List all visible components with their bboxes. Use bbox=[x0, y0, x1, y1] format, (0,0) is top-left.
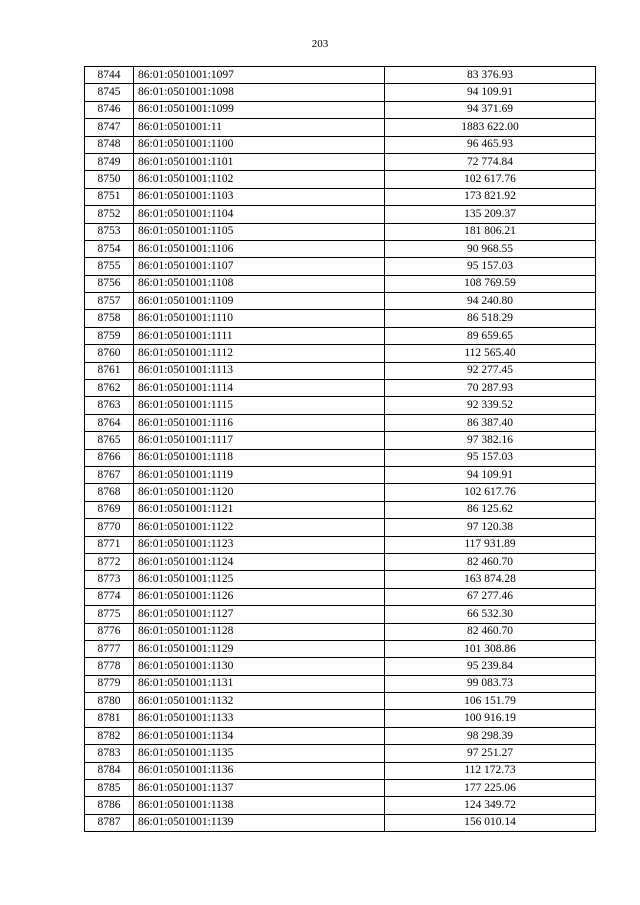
cadastral-value-cell: 92 277.45 bbox=[385, 362, 596, 379]
table-row bbox=[85, 206, 596, 223]
cadastral-number-cell: 86:01:0501001:1110 bbox=[134, 310, 385, 327]
cadastral-value-cell: 86 518.29 bbox=[385, 310, 596, 327]
table-row bbox=[85, 171, 596, 188]
row-number-cell: 8762 bbox=[85, 380, 134, 397]
cadastral-value-cell: 94 109.91 bbox=[385, 466, 596, 483]
table-row bbox=[85, 275, 596, 292]
cadastral-number-cell: 86:01:0501001:1127 bbox=[134, 606, 385, 623]
row-number-cell: 8748 bbox=[85, 136, 134, 153]
table-row bbox=[85, 762, 596, 779]
cadastral-value-cell: 94 371.69 bbox=[385, 101, 596, 118]
row-number-cell: 8767 bbox=[85, 466, 134, 483]
row-number-cell: 8756 bbox=[85, 275, 134, 292]
cadastral-value-cell: 97 120.38 bbox=[385, 519, 596, 536]
cadastral-value-cell: 112 565.40 bbox=[385, 345, 596, 362]
cadastral-value-cell: 70 287.93 bbox=[385, 380, 596, 397]
table-row bbox=[85, 310, 596, 327]
cadastral-number-cell: 86:01:0501001:1119 bbox=[134, 466, 385, 483]
cadastral-number-cell: 86:01:0501001:1122 bbox=[134, 519, 385, 536]
cadastral-number-cell: 86:01:0501001:1114 bbox=[134, 380, 385, 397]
cadastral-number-cell: 86:01:0501001:1136 bbox=[134, 762, 385, 779]
cadastral-value-cell: 66 532.30 bbox=[385, 606, 596, 623]
cadastral-value-cell: 101 308.86 bbox=[385, 640, 596, 657]
cadastral-value-cell: 102 617.76 bbox=[385, 171, 596, 188]
cadastral-number-cell: 86:01:0501001:1107 bbox=[134, 258, 385, 275]
cadastral-number-cell: 86:01:0501001:1128 bbox=[134, 623, 385, 640]
row-number-cell: 8769 bbox=[85, 501, 134, 518]
cadastral-number-cell: 86:01:0501001:1121 bbox=[134, 501, 385, 518]
row-number-cell: 8782 bbox=[85, 727, 134, 744]
cadastral-number-cell: 86:01:0501001:1118 bbox=[134, 449, 385, 466]
cadastral-value-cell: 95 157.03 bbox=[385, 258, 596, 275]
table-row bbox=[85, 223, 596, 240]
cadastral-number-cell: 86:01:0501001:1134 bbox=[134, 727, 385, 744]
row-number-cell: 8757 bbox=[85, 293, 134, 310]
cadastral-value-cell: 163 874.28 bbox=[385, 571, 596, 588]
table-row bbox=[85, 501, 596, 518]
cadastral-value-cell: 95 239.84 bbox=[385, 658, 596, 675]
row-number-cell: 8755 bbox=[85, 258, 134, 275]
cadastral-number-cell: 86:01:0501001:1129 bbox=[134, 640, 385, 657]
cadastral-value-cell: 97 382.16 bbox=[385, 432, 596, 449]
cadastral-number-cell: 86:01:0501001:1104 bbox=[134, 206, 385, 223]
table-row bbox=[85, 362, 596, 379]
cadastral-value-cell: 99 083.73 bbox=[385, 675, 596, 692]
row-number-cell: 8745 bbox=[85, 84, 134, 101]
row-number-cell: 8753 bbox=[85, 223, 134, 240]
cadastral-value-cell: 106 151.79 bbox=[385, 693, 596, 710]
row-number-cell: 8747 bbox=[85, 119, 134, 136]
table-row bbox=[85, 675, 596, 692]
cadastral-number-cell: 86:01:0501001:1132 bbox=[134, 693, 385, 710]
cadastral-number-cell: 86:01:0501001:1124 bbox=[134, 553, 385, 570]
table-row bbox=[85, 623, 596, 640]
table-row bbox=[85, 188, 596, 205]
cadastral-number-cell: 86:01:0501001:1105 bbox=[134, 223, 385, 240]
table-row bbox=[85, 84, 596, 101]
cadastral-value-cell: 181 806.21 bbox=[385, 223, 596, 240]
row-number-cell: 8785 bbox=[85, 780, 134, 797]
table-row bbox=[85, 553, 596, 570]
cadastral-value-cell: 82 460.70 bbox=[385, 623, 596, 640]
table-row bbox=[85, 345, 596, 362]
table-row bbox=[85, 640, 596, 657]
cadastral-number-cell: 86:01:0501001:1133 bbox=[134, 710, 385, 727]
cadastral-number-cell: 86:01:0501001:1131 bbox=[134, 675, 385, 692]
cadastral-number-cell: 86:01:0501001:1103 bbox=[134, 188, 385, 205]
cadastral-value-cell: 67 277.46 bbox=[385, 588, 596, 605]
row-number-cell: 8773 bbox=[85, 571, 134, 588]
table-row bbox=[85, 380, 596, 397]
cadastral-number-cell: 86:01:0501001:1138 bbox=[134, 797, 385, 814]
row-number-cell: 8775 bbox=[85, 606, 134, 623]
row-number-cell: 8754 bbox=[85, 240, 134, 257]
cadastral-value-cell: 89 659.65 bbox=[385, 327, 596, 344]
page-number: 203 bbox=[311, 38, 329, 50]
cadastral-value-cell: 82 460.70 bbox=[385, 553, 596, 570]
cadastral-value-cell: 156 010.14 bbox=[385, 814, 596, 831]
cadastral-number-cell: 86:01:0501001:1120 bbox=[134, 484, 385, 501]
table-row bbox=[85, 484, 596, 501]
table-row bbox=[85, 693, 596, 710]
row-number-cell: 8751 bbox=[85, 188, 134, 205]
table-row bbox=[85, 606, 596, 623]
cadastral-number-cell: 86:01:0501001:1111 bbox=[134, 327, 385, 344]
row-number-cell: 8772 bbox=[85, 553, 134, 570]
cadastral-value-cell: 95 157.03 bbox=[385, 449, 596, 466]
table-row bbox=[85, 519, 596, 536]
cadastral-value-cell: 96 465.93 bbox=[385, 136, 596, 153]
row-number-cell: 8783 bbox=[85, 745, 134, 762]
cadastral-value-cell: 86 125.62 bbox=[385, 501, 596, 518]
table-body bbox=[85, 67, 596, 832]
table-row bbox=[85, 101, 596, 118]
table-row bbox=[85, 727, 596, 744]
cadastral-value-cell: 94 109.91 bbox=[385, 84, 596, 101]
row-number-cell: 8763 bbox=[85, 397, 134, 414]
cadastral-number-cell: 86:01:0501001:1100 bbox=[134, 136, 385, 153]
cadastral-number-cell: 86:01:0501001:1112 bbox=[134, 345, 385, 362]
table-row bbox=[85, 588, 596, 605]
table-row bbox=[85, 745, 596, 762]
row-number-cell: 8780 bbox=[85, 693, 134, 710]
row-number-cell: 8768 bbox=[85, 484, 134, 501]
table-row bbox=[85, 397, 596, 414]
row-number-cell: 8758 bbox=[85, 310, 134, 327]
row-number-cell: 8787 bbox=[85, 814, 134, 831]
row-number-cell: 8781 bbox=[85, 710, 134, 727]
cadastral-number-cell: 86:01:0501001:1098 bbox=[134, 84, 385, 101]
row-number-cell: 8771 bbox=[85, 536, 134, 553]
row-number-cell: 8749 bbox=[85, 153, 134, 170]
row-number-cell: 8750 bbox=[85, 171, 134, 188]
cadastral-number-cell: 86:01:0501001:1139 bbox=[134, 814, 385, 831]
cadastral-number-cell: 86:01:0501001:1125 bbox=[134, 571, 385, 588]
cadastral-number-cell: 86:01:0501001:1123 bbox=[134, 536, 385, 553]
cadastral-value-cell: 97 251.27 bbox=[385, 745, 596, 762]
table-row bbox=[85, 293, 596, 310]
row-number-cell: 8752 bbox=[85, 206, 134, 223]
cadastral-number-cell: 86:01:0501001:1113 bbox=[134, 362, 385, 379]
row-number-cell: 8778 bbox=[85, 658, 134, 675]
row-number-cell: 8764 bbox=[85, 414, 134, 431]
row-number-cell: 8770 bbox=[85, 519, 134, 536]
table-row bbox=[85, 658, 596, 675]
row-number-cell: 8786 bbox=[85, 797, 134, 814]
cadastral-number-cell: 86:01:0501001:11 bbox=[134, 119, 385, 136]
row-number-cell: 8776 bbox=[85, 623, 134, 640]
table-row bbox=[85, 240, 596, 257]
table-row bbox=[85, 536, 596, 553]
cadastral-value-cell: 124 349.72 bbox=[385, 797, 596, 814]
row-number-cell: 8744 bbox=[85, 67, 134, 84]
cadastral-number-cell: 86:01:0501001:1101 bbox=[134, 153, 385, 170]
cadastral-number-cell: 86:01:0501001:1109 bbox=[134, 293, 385, 310]
table-row bbox=[85, 466, 596, 483]
row-number-cell: 8779 bbox=[85, 675, 134, 692]
cadastral-value-cell: 112 172.73 bbox=[385, 762, 596, 779]
cadastral-value-cell: 94 240.80 bbox=[385, 293, 596, 310]
table-row bbox=[85, 797, 596, 814]
cadastral-number-cell: 86:01:0501001:1116 bbox=[134, 414, 385, 431]
table-row bbox=[85, 153, 596, 170]
table-row bbox=[85, 814, 596, 831]
cadastral-value-cell: 98 298.39 bbox=[385, 727, 596, 744]
cadastral-value-cell: 177 225.06 bbox=[385, 780, 596, 797]
table-row bbox=[85, 571, 596, 588]
row-number-cell: 8759 bbox=[85, 327, 134, 344]
table-row bbox=[85, 67, 596, 84]
row-number-cell: 8784 bbox=[85, 762, 134, 779]
cadastral-value-table bbox=[84, 66, 596, 832]
table-row bbox=[85, 432, 596, 449]
cadastral-value-cell: 117 931.89 bbox=[385, 536, 596, 553]
cadastral-number-cell: 86:01:0501001:1106 bbox=[134, 240, 385, 257]
cadastral-number-cell: 86:01:0501001:1135 bbox=[134, 745, 385, 762]
cadastral-number-cell: 86:01:0501001:1130 bbox=[134, 658, 385, 675]
row-number-cell: 8766 bbox=[85, 449, 134, 466]
row-number-cell: 8774 bbox=[85, 588, 134, 605]
row-number-cell: 8761 bbox=[85, 362, 134, 379]
table-row bbox=[85, 710, 596, 727]
cadastral-number-cell: 86:01:0501001:1097 bbox=[134, 67, 385, 84]
cadastral-number-cell: 86:01:0501001:1137 bbox=[134, 780, 385, 797]
cadastral-number-cell: 86:01:0501001:1108 bbox=[134, 275, 385, 292]
row-number-cell: 8777 bbox=[85, 640, 134, 657]
cadastral-value-cell: 100 916.19 bbox=[385, 710, 596, 727]
table-row bbox=[85, 780, 596, 797]
cadastral-value-cell: 92 339.52 bbox=[385, 397, 596, 414]
cadastral-number-cell: 86:01:0501001:1117 bbox=[134, 432, 385, 449]
cadastral-value-cell: 90 968.55 bbox=[385, 240, 596, 257]
cadastral-value-cell: 1883 622.00 bbox=[385, 119, 596, 136]
cadastral-value-cell: 102 617.76 bbox=[385, 484, 596, 501]
cadastral-number-cell: 86:01:0501001:1099 bbox=[134, 101, 385, 118]
cadastral-value-cell: 108 769.59 bbox=[385, 275, 596, 292]
cadastral-value-cell: 86 387.40 bbox=[385, 414, 596, 431]
table-row bbox=[85, 327, 596, 344]
cadastral-number-cell: 86:01:0501001:1126 bbox=[134, 588, 385, 605]
cadastral-number-cell: 86:01:0501001:1115 bbox=[134, 397, 385, 414]
cadastral-value-cell: 83 376.93 bbox=[385, 67, 596, 84]
table-row bbox=[85, 119, 596, 136]
table-row bbox=[85, 414, 596, 431]
cadastral-value-cell: 72 774.84 bbox=[385, 153, 596, 170]
cadastral-value-cell: 173 821.92 bbox=[385, 188, 596, 205]
table-row bbox=[85, 258, 596, 275]
cadastral-value-cell: 135 209.37 bbox=[385, 206, 596, 223]
row-number-cell: 8765 bbox=[85, 432, 134, 449]
table-row bbox=[85, 449, 596, 466]
table-row bbox=[85, 136, 596, 153]
row-number-cell: 8760 bbox=[85, 345, 134, 362]
row-number-cell: 8746 bbox=[85, 101, 134, 118]
cadastral-number-cell: 86:01:0501001:1102 bbox=[134, 171, 385, 188]
